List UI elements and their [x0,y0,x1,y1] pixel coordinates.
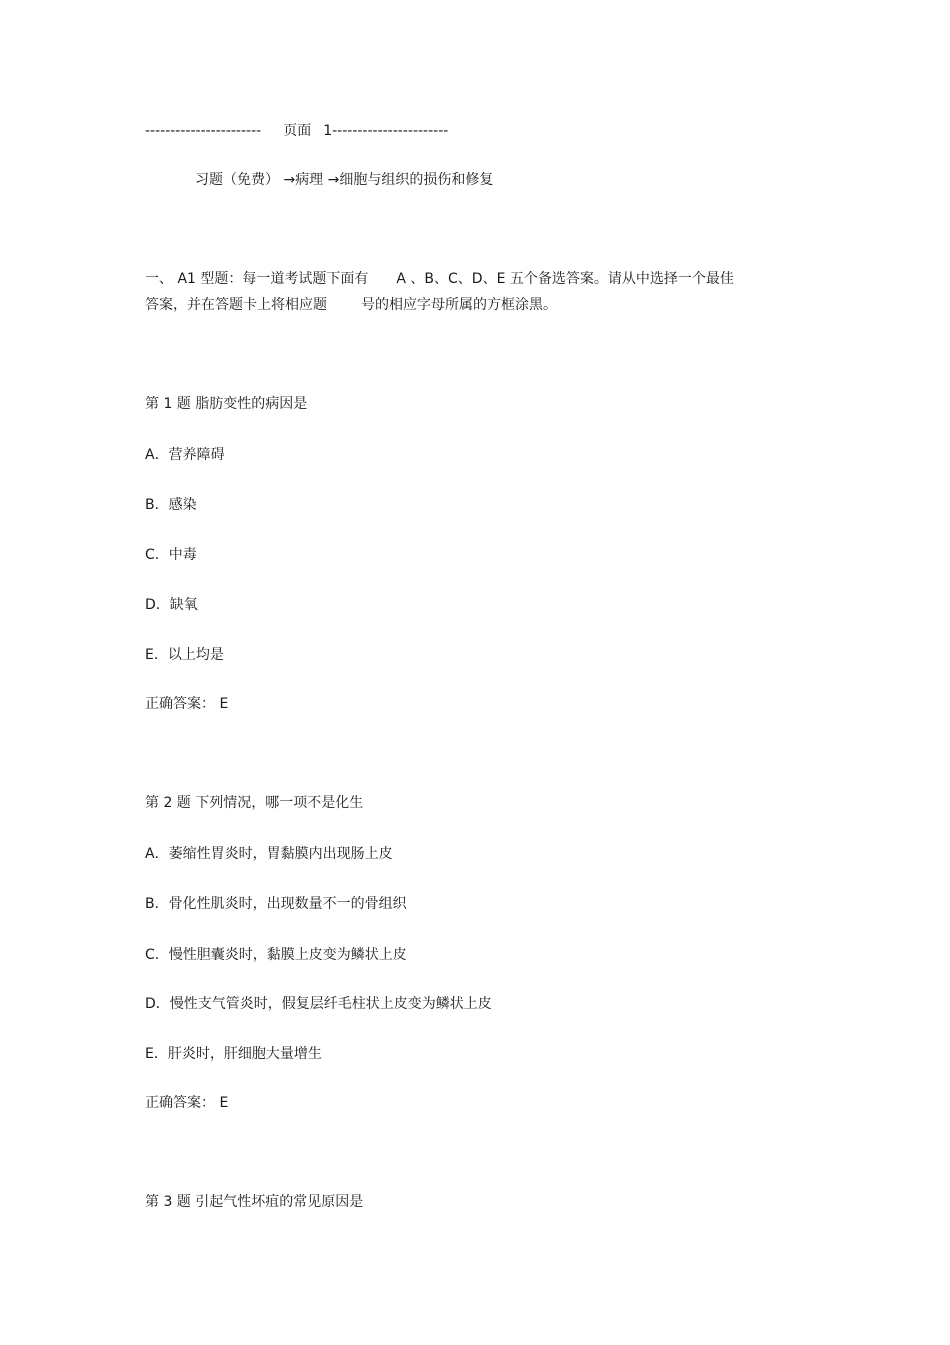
instructions-text: A 、B、C、D、E 五个备选答案。请从中选择一个最佳 [396,271,734,287]
header-dashes-left: ----------------------- [145,123,262,139]
option-a: A．营养障碍 [145,447,225,463]
page-header [145,122,448,140]
option-c: C．中毒 [145,547,197,563]
question-title: 第 3 题 引起气性坏疽的常见原因是 [145,1194,364,1210]
instructions-line-1 [145,270,734,288]
header-page-number: 1----------------------- [323,123,449,139]
option-a: A．萎缩性胃炎时，胃黏膜内出现肠上皮 [145,846,393,862]
option-b: B．骨化性肌炎时，出现数量不一的骨组织 [145,896,407,912]
instructions-text: 一、 A1 型题：每一道考试题下面有 [145,271,369,287]
option-b: B．感染 [145,497,197,513]
instructions-text: 号的相应字母所属的方框涂黑。 [361,297,557,313]
option-d: D．缺氧 [145,597,198,613]
correct-answer: 正确答案： E [145,696,229,712]
option-e: E．以上均是 [145,647,224,663]
correct-answer: 正确答案： E [145,1095,229,1111]
question-title: 第 2 题 下列情况，哪一项不是化生 [145,795,364,811]
header-page-label: 页面 [283,123,312,139]
option-d: D．慢性支气管炎时，假复层纤毛柱状上皮变为鳞状上皮 [145,996,492,1012]
instructions-line-2 [145,296,557,314]
option-e: E．肝炎时，肝细胞大量增生 [145,1046,322,1062]
instructions-text: 答案，并在答题卡上将相应题 [145,297,327,313]
question-title: 第 1 题 脂肪变性的病因是 [145,396,308,412]
option-c: C．慢性胆囊炎时，黏膜上皮变为鳞状上皮 [145,947,407,963]
breadcrumb: 习题（免费） →病理 →细胞与组织的损伤和修复 [195,172,494,188]
